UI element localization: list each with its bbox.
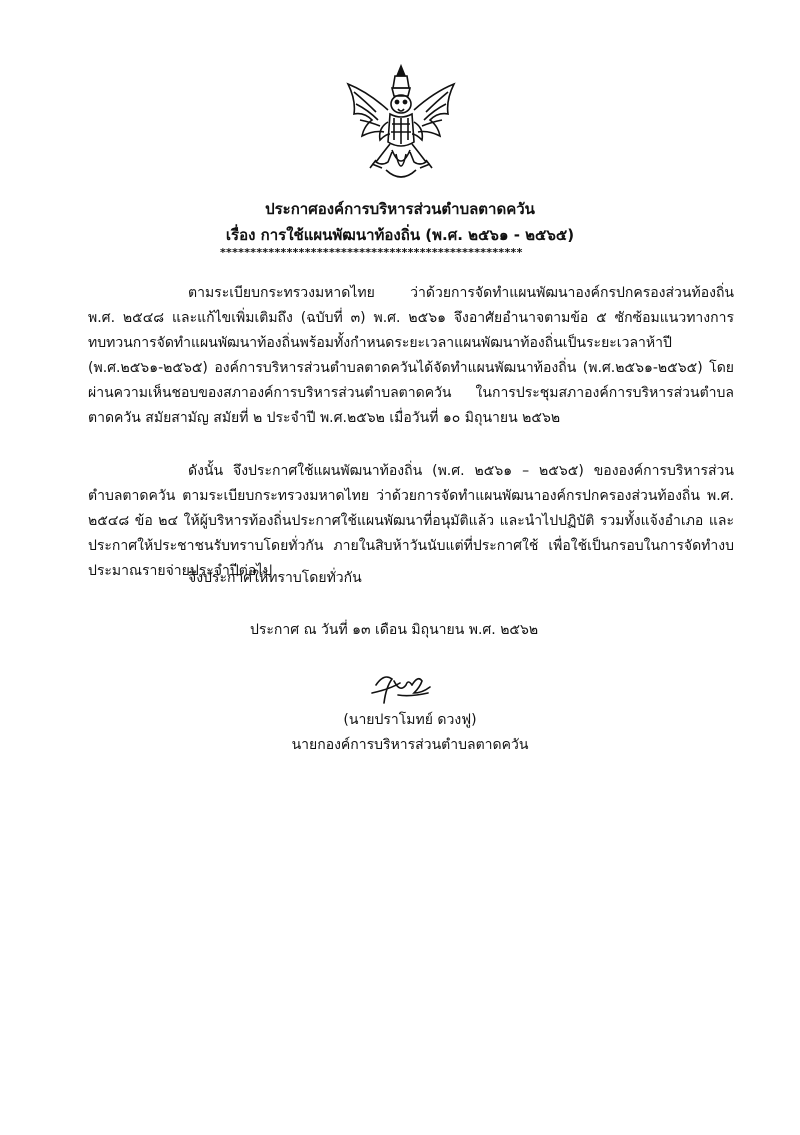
garuda-emblem-icon [342, 62, 460, 184]
announcement-date: ประกาศ ณ วันที่ ๑๓ เดือน มิถุนายน พ.ศ. ๒๕๖๒ [250, 622, 539, 638]
body-paragraph-2: ดังนั้น จึงประกาศใช้แผนพัฒนาท้องถิ่น (พ.ศ. ๒๕๖๑ – ๒๕๖๕) ขององค์การบริหารส่วนตำบลตาดควัน ตามระเบียบกระทรวงมหาดไทย ว่าด้วยการจัดทำแผนพัฒนาองค์กรปกครองส่วนท้องถิ่น พ.ศ. ๒๕๔๘ ข้อ ๒๔ ให้ผู้บริหารท้องถิ่นประกาศใช้แผนพัฒนาที่อนุมัติแล้ว และนำไปปฏิบัติ รวมทั้งแจ้งอำเภอ และประกาศให้ประชาชนรับทราบโดยทั่วกัน ภายในสิบห้าวันนับแต่ที่ประกาศใช้ เพื่อใช้เป็นกรอบในการจัดทำงบประมาณรายจ่ายประจำปีต่อไป [88, 463, 734, 579]
announcement-subject: เรื่อง การใช้แผนพัฒนาท้องถิ่น (พ.ศ. ๒๕๖๑ - ๒๕๖๕) [225, 226, 575, 244]
body-paragraph-1: ตามระเบียบกระทรวงมหาดไทย ว่าด้วยการจัดทำแผนพัฒนาองค์กรปกครองส่วนท้องถิ่น พ.ศ. ๒๕๔๘ และแก้ไขเพิ่มเติมถึง (ฉบับที่ ๓) พ.ศ. ๒๕๖๑ จึงอาศัยอำนาจตามข้อ ๕ ซักซ้อมแนวทางการทบทวนการจัดทำแผนพัฒนาท้องถิ่นพร้อมทั้งกำหนดระยะเวลาแผนพัฒนาท้องถิ่นเป็นระยะเวลาห้าปี (พ.ศ.๒๕๖๑-๒๕๖๕) องค์การบริหารส่วนตำบลตาดควันได้จัดทำแผนพัฒนาท้องถิ่น (พ.ศ.๒๕๖๑-๒๕๖๕) โดยผ่านความเห็นชอบของสภาองค์การบริหารส่วนตำบลตาดควัน ในการประชุมสภาองค์การบริหารส่วนตำบลตาดควัน สมัยสามัญ สมัยที่ ๒ ประจำปี พ.ศ.๒๕๖๒ เมื่อวันที่ ๑๐ มิถุนายน ๒๕๖๒ [88, 285, 734, 426]
closing-line: จึงประกาศให้ทราบโดยทั่วกัน [188, 570, 362, 586]
star-separator: ************************************************** [220, 246, 523, 259]
signatory-name: (นายปราโมทย์ ดวงฟู) [343, 712, 477, 728]
signatory-position: นายกองค์การบริหารส่วนตำบลตาดควัน [291, 737, 529, 753]
handwritten-signature-icon [370, 663, 440, 711]
announcement-title: ประกาศองค์การบริหารส่วนตำบลตาดควัน [265, 200, 535, 218]
